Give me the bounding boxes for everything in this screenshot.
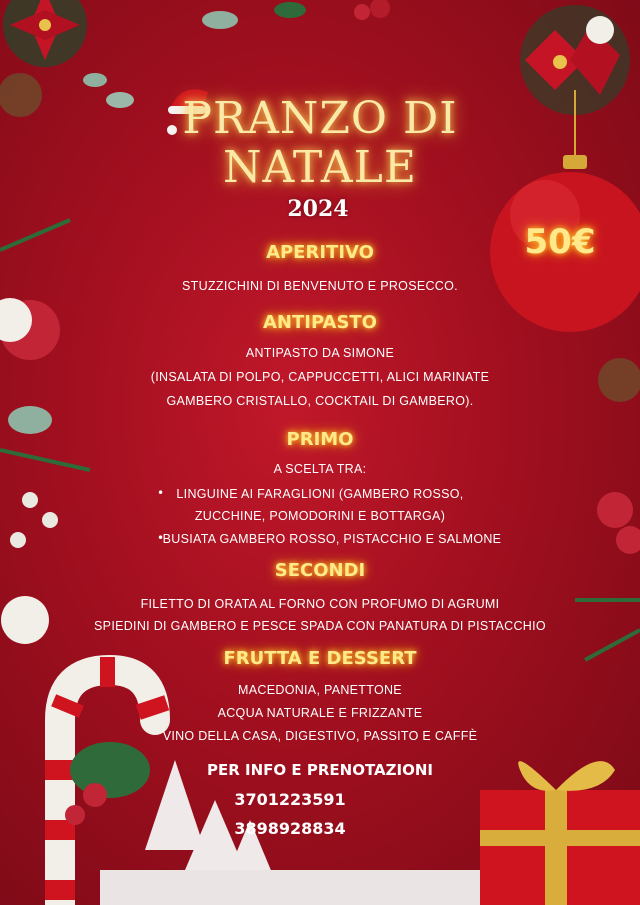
dessert-line: MACEDONIA, PANETTONE bbox=[238, 683, 402, 697]
antipasto-line: GAMBERO CRISTALLO, COCKTAIL DI GAMBERO). bbox=[166, 394, 474, 408]
year: 2024 bbox=[287, 196, 349, 222]
heading-dessert: FRUTTA E DESSERT bbox=[223, 648, 417, 669]
primo-line: ZUCCHINE, POMODORINI E BOTTARGA) bbox=[194, 509, 446, 523]
primo-line: LINGUINE AI FARAGLIONI (GAMBERO ROSSO, bbox=[176, 487, 464, 501]
primo-line: BUSIATA GAMBERO ROSSO, PISTACCHIO E SALMONE bbox=[162, 532, 502, 546]
primo-intro: A SCELTA TRA: bbox=[273, 462, 367, 476]
dessert-line: VINO DELLA CASA, DIGESTIVO, PASSITO E CAFFÈ bbox=[162, 729, 478, 743]
secondi-line: SPIEDINI DI GAMBERO E PESCE SPADA CON PANATURA DI PISTACCHIO bbox=[94, 619, 546, 633]
bullet-icon: • bbox=[157, 486, 165, 500]
heading-antipasto: ANTIPASTO bbox=[263, 312, 377, 333]
title-line1: PRANZO DI bbox=[182, 93, 458, 144]
phone-number-1[interactable]: 3701223591 bbox=[234, 790, 346, 809]
antipasto-line: (INSALATA DI POLPO, CAPPUCCETTI, ALICI MARINATE bbox=[150, 370, 490, 384]
secondi-line: FILETTO DI ORATA AL FORNO CON PROFUMO DI AGRUMI bbox=[140, 597, 500, 611]
price-badge: 50€ bbox=[524, 222, 596, 262]
bullet-icon: • bbox=[157, 531, 165, 545]
phone-number-2[interactable]: 3898928834 bbox=[234, 819, 346, 838]
dessert-line: ACQUA NATURALE E FRIZZANTE bbox=[217, 706, 423, 720]
heading-primo: PRIMO bbox=[286, 429, 354, 450]
antipasto-line: ANTIPASTO DA SIMONE bbox=[245, 346, 395, 360]
contacts-heading: PER INFO E PRENOTAZIONI bbox=[207, 761, 433, 779]
heading-aperitivo: APERITIVO bbox=[266, 242, 374, 263]
aperitivo-line: STUZZICHINI DI BENVENUTO E PROSECCO. bbox=[182, 279, 458, 293]
title-line2: NATALE bbox=[223, 142, 417, 193]
heading-secondi: SECONDI bbox=[274, 560, 366, 581]
